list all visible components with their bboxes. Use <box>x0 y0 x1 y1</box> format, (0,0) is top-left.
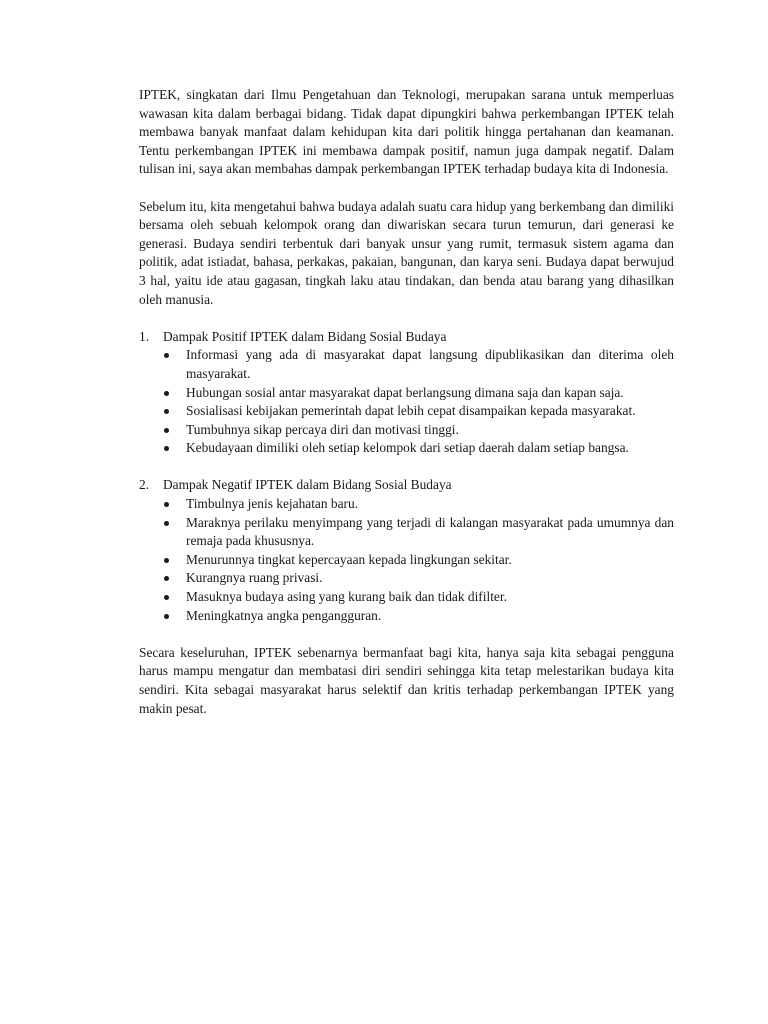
list-item <box>162 439 674 458</box>
bullet-icon <box>162 588 186 607</box>
list-item <box>162 588 674 607</box>
bullet-icon <box>162 514 186 551</box>
section-heading <box>139 328 674 347</box>
bullet-icon <box>162 607 186 626</box>
bullet-list <box>139 346 674 458</box>
intro-paragraph: IPTEK, singkatan dari Ilmu Pengetahuan dan Teknologi, merupakan sarana untuk memperluas wawasan kita dalam berbagai bidang. Tidak dapat dipungkiri bahwa perkembangan IPTEK telah membawa banyak manfaat dalam kehidupan kita dari politik hingga pertahanan dan keamanan. Tentu perkembangan IPTEK ini membawa dampak positif, namun juga dampak negatif. Dalam tulisan ini, saya akan membahas dampak perkembangan IPTEK terhadap budaya kita di Indonesia. <box>139 87 674 177</box>
section-title: Dampak Positif IPTEK dalam Bidang Sosial Budaya <box>163 328 447 344</box>
list-item-text: Masuknya budaya asing yang kurang baik dan tidak difilter. <box>186 589 507 605</box>
bullet-icon <box>162 551 186 570</box>
list-item <box>162 495 674 514</box>
bullet-icon <box>162 402 186 421</box>
bullet-icon <box>162 421 186 440</box>
section-number: 2. <box>139 477 150 493</box>
list-item-text: Timbulnya jenis kejahatan baru. <box>186 496 359 512</box>
list-item-text: Informasi yang ada di masyarakat dapat langsung dipublikasikan dan diterima oleh masyarakat. <box>186 347 674 381</box>
document-page <box>139 86 674 737</box>
list-item <box>162 569 674 588</box>
bullet-icon <box>162 346 186 383</box>
list-item-text: Tumbuhnya sikap percaya diri dan motivasi tinggi. <box>186 421 459 437</box>
bullet-icon <box>162 384 186 403</box>
section-number: 1. <box>139 328 150 344</box>
list-item <box>162 607 674 626</box>
list-item-text: Hubungan sosial antar masyarakat dapat berlangsung dimana saja dan kapan saja. <box>186 384 624 400</box>
bullet-icon <box>162 439 186 458</box>
list-item <box>162 421 674 440</box>
list-item-text: Kurangnya ruang privasi. <box>186 570 323 586</box>
bullet-icon <box>162 569 186 588</box>
section-heading <box>139 476 674 495</box>
negative-impact-section <box>139 476 674 625</box>
conclusion-paragraph: Secara keseluruhan, IPTEK sebenarnya bermanfaat bagi kita, hanya saja kita sebagai pengguna harus mampu mengatur dan membatasi diri sendiri sehingga kita tetap melestarikan budaya kita sendiri. Kita sebagai masyarakat harus selektif dan kritis terhadap perkembangan IPTEK yang makin pesat. <box>139 644 674 716</box>
list-item <box>162 514 674 551</box>
list-item <box>162 346 674 383</box>
list-item <box>162 402 674 421</box>
list-item <box>162 384 674 403</box>
list-item <box>162 551 674 570</box>
definition-paragraph: Sebelum itu, kita mengetahui bahwa budaya adalah suatu cara hidup yang berkembang dan dimiliki bersama oleh sebuah kelompok orang dan diwariskan secara turun temurun, dari generasi ke generasi. Budaya sendiri terbentuk dari banyak unsur yang rumit, termasuk sistem agama dan politik, adat istiadat, bahasa, perkakas, pakaian, bangunan, dan karya seni. Budaya dapat berwujud 3 hal, yaitu ide atau gagasan, tingkah laku atau tindakan, dan benda atau barang yang dihasilkan oleh manusia. <box>139 198 674 307</box>
list-item-text: Kebudayaan dimiliki oleh setiap kelompok dari setiap daerah dalam setiap bangsa. <box>186 440 629 456</box>
list-item-text: Menurunnya tingkat kepercayaan kepada lingkungan sekitar. <box>186 551 512 567</box>
bullet-list <box>139 495 674 625</box>
list-item-text: Maraknya perilaku menyimpang yang terjadi di kalangan masyarakat pada umumnya dan remaja pada khususnya. <box>186 514 674 549</box>
section-title: Dampak Negatif IPTEK dalam Bidang Sosial Budaya <box>163 477 452 493</box>
positive-impact-section <box>139 328 674 458</box>
list-item-text: Meningkatnya angka pengangguran. <box>186 607 382 623</box>
list-item-text: Sosialisasi kebijakan pemerintah dapat lebih cepat disampaikan kepada masyarakat. <box>186 403 636 419</box>
bullet-icon <box>162 495 186 514</box>
